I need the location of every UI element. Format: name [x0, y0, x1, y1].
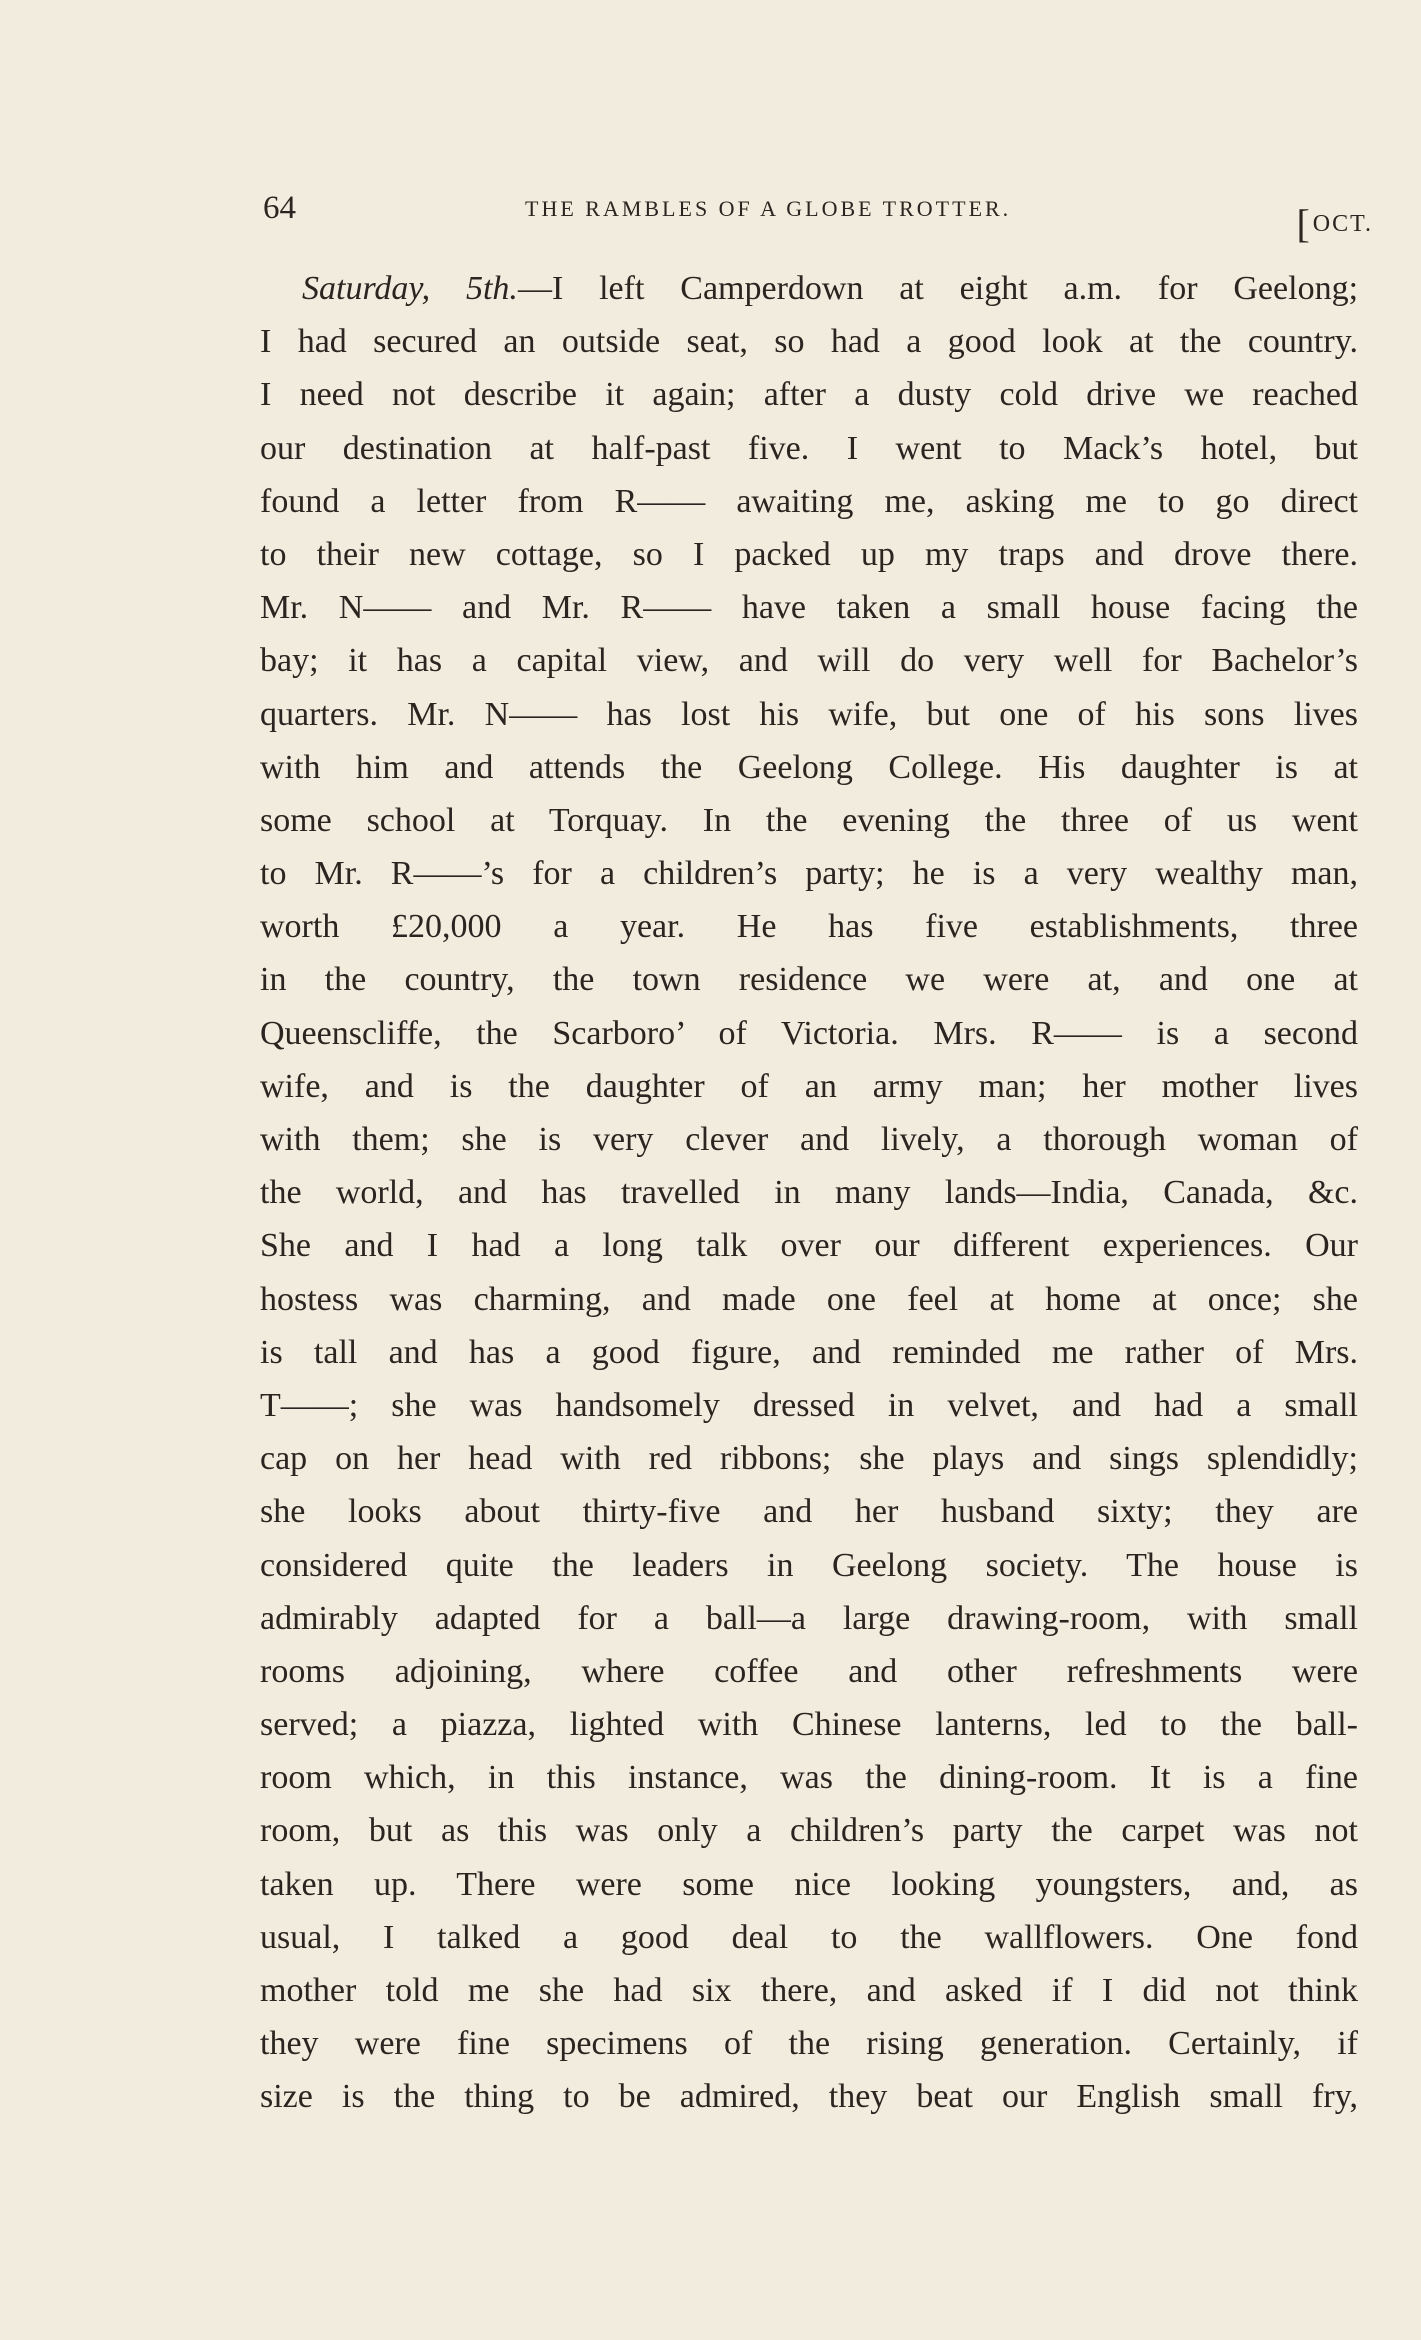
text-line: T——; she was handsomely dressed in velvet, and had a small	[260, 1386, 1358, 1424]
text-line: size is the thing to be admired, they beat our English small fry,	[260, 2078, 1358, 2116]
text-line: in the country, the town residence we were at, and one at	[260, 961, 1358, 999]
date-label: Saturday, 5th.	[302, 270, 518, 307]
text-line: rooms adjoining, where coffee and other refreshments were	[260, 1652, 1358, 1690]
text-line: cap on her head with red ribbons; she plays and sings splendidly;	[260, 1440, 1358, 1478]
text-line-first	[260, 262, 1358, 315]
text-line: I had secured an outside seat, so had a good look at the country.	[260, 323, 1358, 361]
text-line: I need not describe it again; after a dusty cold drive we reached	[260, 376, 1358, 414]
text-line: bay; it has a capital view, and will do very well for Bachelor’s	[260, 642, 1358, 680]
text-line: our destination at half-past five. I went to Mack’s hotel, but	[260, 429, 1358, 467]
text-line: room, but as this was only a children’s party the carpet was not	[260, 1812, 1358, 1850]
page-header	[263, 190, 1373, 240]
text-line: some school at Torquay. In the evening the three of us went	[260, 801, 1358, 839]
text-line: admirably adapted for a ball—a large drawing-room, with small	[260, 1599, 1358, 1637]
text-line: hostess was charming, and made one feel at home at once; she	[260, 1280, 1358, 1318]
text-line: found a letter from R—— awaiting me, asking me to go direct	[260, 482, 1358, 520]
text-line: with him and attends the Geelong College. His daughter is at	[260, 748, 1358, 786]
text-line: with them; she is very clever and lively, a thorough woman of	[260, 1121, 1358, 1158]
body-text	[260, 262, 1358, 2124]
text-line: to Mr. R——’s for a children’s party; he is a very wealthy man,	[260, 855, 1358, 893]
text-line: usual, I talked a good deal to the wallflowers. One fond	[260, 1918, 1358, 1956]
first-line-text: —I left Camperdown at eight a.m. for Geelong;	[517, 270, 1358, 307]
text-line: quarters. Mr. N—— has lost his wife, but one of his sons lives	[260, 695, 1358, 733]
text-line: room which, in this instance, was the dining-room. It is a fine	[260, 1759, 1358, 1797]
page-number: 64	[263, 190, 296, 226]
text-line: they were fine specimens of the rising generation. Certainly, if	[260, 2025, 1358, 2063]
month-heading: [ OCT.	[1296, 194, 1373, 241]
text-line: considered quite the leaders in Geelong society. The house is	[260, 1546, 1358, 1584]
text-line: the world, and has travelled in many lands—India, Canada, &c.	[260, 1174, 1358, 1212]
text-line: worth £20,000 a year. He has five establishments, three	[260, 908, 1358, 946]
running-title: THE RAMBLES OF A GLOBE TROTTER.	[525, 196, 1012, 221]
text-line: is tall and has a good figure, and reminded me rather of Mrs.	[260, 1333, 1358, 1371]
text-line: served; a piazza, lighted with Chinese lanterns, led to the ball-	[260, 1706, 1358, 1744]
text-line: She and I had a long talk over our different experiences. Our	[260, 1227, 1358, 1265]
text-line: to their new cottage, so I packed up my traps and drove there.	[260, 535, 1358, 573]
text-line: taken up. There were some nice looking youngsters, and, as	[260, 1865, 1358, 1903]
text-line: Mr. N—— and Mr. R—— have taken a small house facing the	[260, 589, 1358, 627]
text-line: mother told me she had six there, and asked if I did not think	[260, 1972, 1358, 2009]
text-line: Queenscliffe, the Scarboro’ of Victoria. Mrs. R—— is a second	[260, 1014, 1358, 1052]
text-line: she looks about thirty-five and her husband sixty; they are	[260, 1493, 1358, 1531]
text-line: wife, and is the daughter of an army man; her mother lives	[260, 1067, 1358, 1105]
